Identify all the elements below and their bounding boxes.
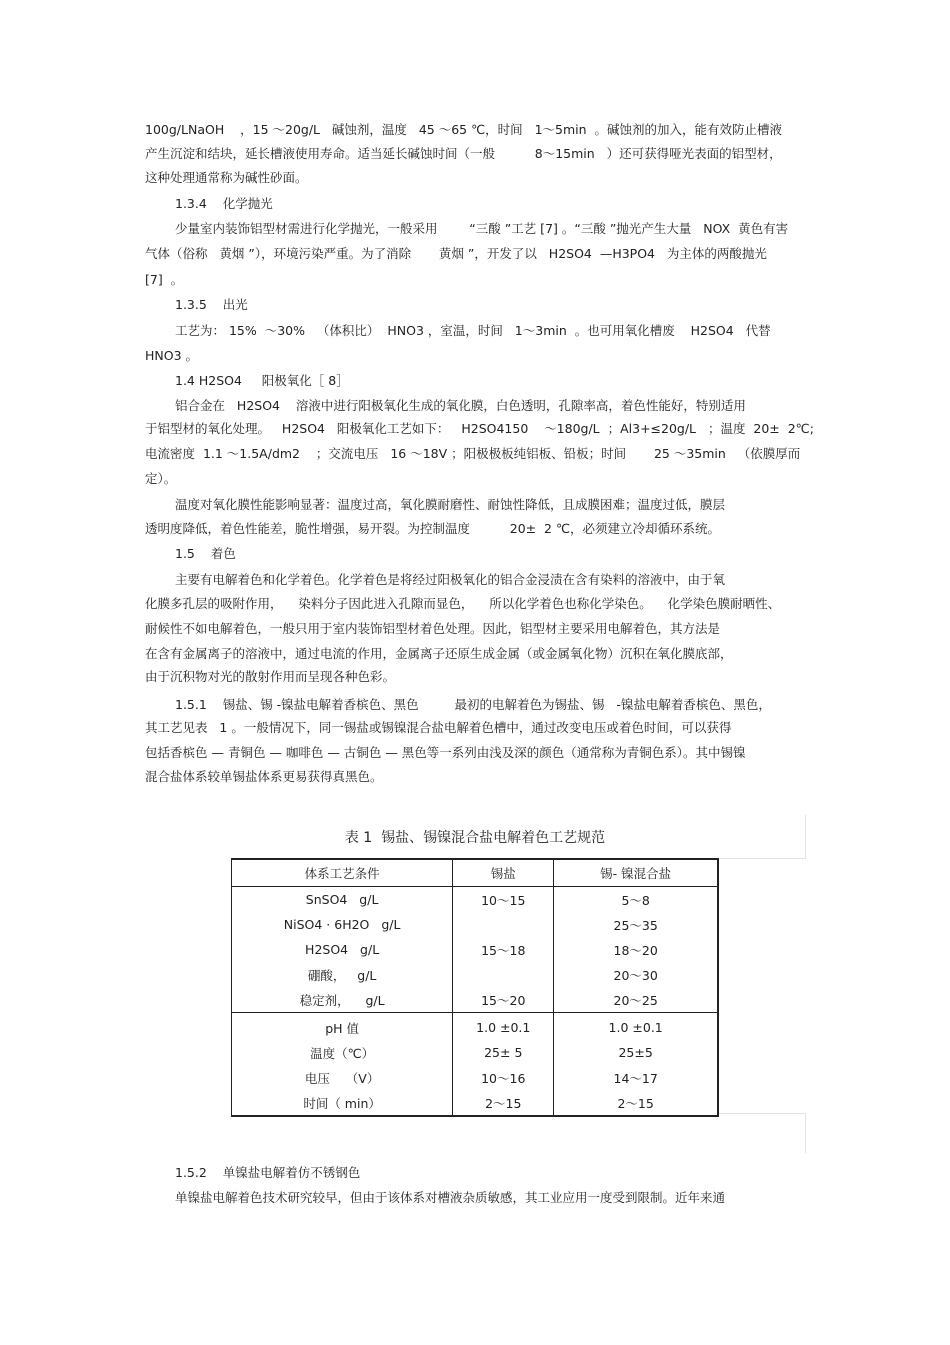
table-cell: SnSO4 g/L xyxy=(232,887,453,913)
text-line: 单镍盐电解着色技术研究较早，但由于该体系对槽液杂质敏感，其工业应用一度受到限制。近年来通 xyxy=(175,1190,726,1205)
text-line: 透明度降低，着色性能差，脆性增强，易开裂。为控制温度 20± 2 ℃，必须建立冷却循环系统。 xyxy=(145,521,721,536)
table-cell: 2～15 xyxy=(453,1090,554,1116)
text-line: 耐候性不如电解着色，一般只用于室内装饰铝型材着色处理。因此，铝型材主要采用电解着色，其方法是 xyxy=(145,621,721,636)
section-heading: 1.5.1 锡盐、锡 -镍盐电解着香槟色、黑色 最初的电解着色为锡盐、锡 -镍盐电解着香槟色、黑色， xyxy=(175,697,771,712)
table-cell xyxy=(453,912,554,937)
table-cell: 18～20 xyxy=(613,942,658,958)
text-line: [7] 。 xyxy=(145,272,184,287)
table-row xyxy=(232,1040,719,1065)
table-cell: 10～16 xyxy=(453,1065,554,1090)
table-row xyxy=(232,937,719,962)
table-cell: 温度（℃） xyxy=(232,1040,453,1065)
text-line: 主要有电解着色和化学着色。化学着色是将经过阳极氧化的铝合金浸渍在含有染料的溶液中，由于氧 xyxy=(175,572,726,587)
table-row xyxy=(232,962,719,987)
table-cell: pH 值 xyxy=(232,1013,453,1041)
table-row xyxy=(232,1090,719,1116)
table-row xyxy=(232,912,719,937)
table-cell: 硼酸， g/L xyxy=(232,962,453,987)
table-cell: H2SO4 g/L xyxy=(232,937,453,962)
table-row xyxy=(232,1013,719,1041)
text-line: 工艺为： 15% ～30% （体积比） HNO3 ，室温，时间 1～3min 。也可用氧化槽废 H2SO4 代替 xyxy=(175,323,771,338)
text-line: 100g/LNaOH ，15 ～20g/L 碱蚀剂，温度 45 ～65 ℃，时间 1～5min 。碱蚀剂的加入，能有效防止槽液 xyxy=(145,122,782,137)
table-cell: 1.0 ±0.1 xyxy=(453,1013,554,1041)
process-spec-table xyxy=(231,858,719,1117)
column-header: 体系工艺条件 xyxy=(232,859,453,887)
table-header-row xyxy=(232,859,719,887)
page-divider xyxy=(719,1113,805,1114)
text-line: 少量室内装饰铝型材需进行化学抛光，一般采用 “三酸 ”工艺 [7] 。“三酸 ”抛光产生大量 NOX 黄色有害 xyxy=(175,221,789,236)
table-cell: 2～15 xyxy=(617,1095,654,1111)
page-divider xyxy=(805,1113,806,1153)
section-heading: 1.5.2 单镍盐电解着仿不锈钢色 xyxy=(175,1165,361,1180)
text-line: HNO3 。 xyxy=(145,348,199,363)
table-title: 表 1 锡盐、锡镍混合盐电解着色工艺规范 xyxy=(344,830,606,846)
table-cell: 25～35 xyxy=(613,917,658,933)
text-line: 在含有金属离子的溶液中，通过电流的作用，金属离子还原生成金属（或金属氧化物）沉积在氧化膜底部， xyxy=(145,646,733,661)
text-line: 温度对氧化膜性能影响显著：温度过高，氧化膜耐磨性、耐蚀性降低，且成膜困难；温度过低，膜层 xyxy=(175,497,726,512)
table-cell xyxy=(453,962,554,987)
text-line: 定）。 xyxy=(145,471,177,486)
table-cell: 稳定剂， g/L xyxy=(232,987,453,1013)
text-line: 混合盐体系较单锡盐体系更易获得真黑色。 xyxy=(145,769,383,784)
section-heading: 1.3.4 化学抛光 xyxy=(175,196,273,211)
table-cell: 20～25 xyxy=(613,992,658,1008)
table-cell: 15～20 xyxy=(453,987,554,1013)
section-heading: 1.4 H2SO4 阳极氧化［ 8］ xyxy=(175,373,349,388)
table-cell: 25±5 xyxy=(618,1045,653,1060)
table-cell: 1.0 ±0.1 xyxy=(554,1013,718,1041)
table-cell: NiSO4 · 6H2O g/L xyxy=(232,912,453,937)
table-cell: 电压 （V） xyxy=(232,1065,453,1090)
table-row xyxy=(232,1065,719,1090)
text-line: 铝合金在 H2SO4 溶液中进行阳极氧化生成的氧化膜，白色透明，孔隙率高，着色性能好，特别适用 xyxy=(175,398,746,413)
section-heading: 1.3.5 出光 xyxy=(175,297,248,312)
column-header: 锡- 镍混合盐 xyxy=(554,859,718,887)
table-row xyxy=(232,887,719,913)
text-line: 包括香槟色 — 青铜色 — 咖啡色 — 古铜色 — 黑色等一系列由浅及深的颜色（通常称为青铜色系）。其中锡镍 xyxy=(145,745,746,760)
text-line: 由于沉积物对光的散射作用而呈现各种色彩。 xyxy=(145,669,396,684)
text-line: 其工艺见表 1 。一般情况下，同一锡盐或锡镍混合盐电解着色槽中，通过改变电压或着色时间，可以获得 xyxy=(145,720,732,735)
text-line: 电流密度 1.1 ～1.5A/dm2 ；交流电压 16 ～18V ；阳极极板纯铝板、铅板；时间 25 ～35min （依膜厚而 xyxy=(145,446,801,461)
text-line: 产生沉淀和结块，延长槽液使用寿命。适当延长碱蚀时间（一般 8～15min ）还可获得哑光表面的铝型材， xyxy=(145,146,782,161)
text-line: 于铝型材的氧化处理。 H2SO4 阳极氧化工艺如下： H2SO4150 ～180g/L ；Al3+≤20g/L ；温度 20± 2℃; xyxy=(145,421,814,436)
table-cell: 5～8 xyxy=(621,892,650,908)
table-cell: 20～30 xyxy=(613,967,658,983)
table-row xyxy=(232,987,719,1013)
page-divider xyxy=(719,858,805,859)
column-header: 锡盐 xyxy=(453,859,554,887)
table-cell: 10～15 xyxy=(453,887,554,913)
table-cell: 时间（ min） xyxy=(232,1090,453,1116)
table-cell: 25± 5 xyxy=(453,1040,554,1065)
section-heading: 1.5 着色 xyxy=(175,546,236,561)
text-line: 这种处理通常称为碱性砂面。 xyxy=(145,170,308,185)
text-line: 化膜多孔层的吸附作用， 染料分子因此进入孔隙而显色， 所以化学着色也称化学染色。 化学染色膜耐晒性、 xyxy=(145,596,781,611)
table-cell: 14～17 xyxy=(613,1070,658,1086)
table-cell: 15～18 xyxy=(453,937,554,962)
text-line: 气体（俗称 黄烟 ”），环境污染严重。为了消除 黄烟 ”，开发了以 H2SO4 —H3PO4 为主体的两酸抛光 xyxy=(145,246,767,261)
